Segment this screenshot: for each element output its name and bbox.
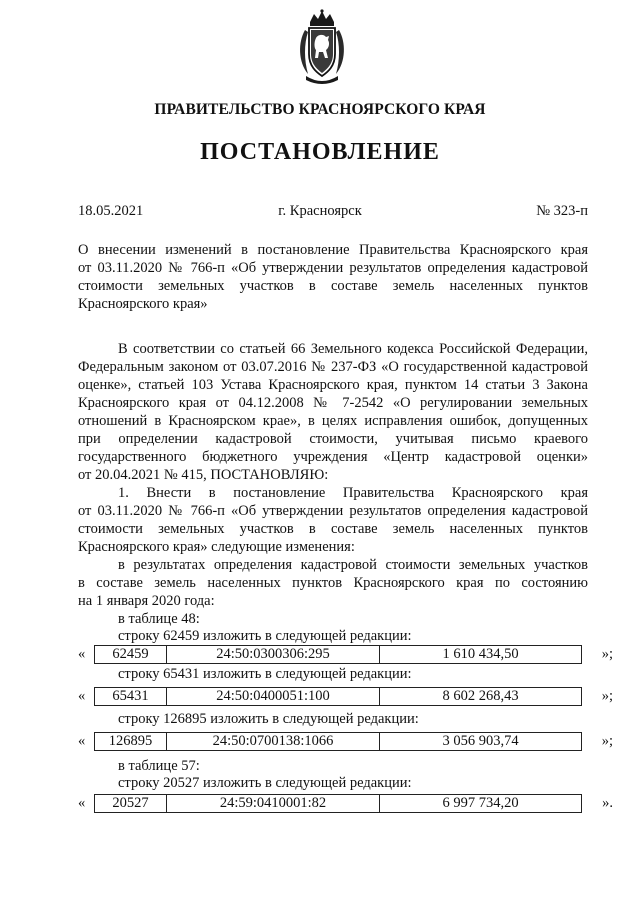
cadastral-value-cell: 1 610 434,50 — [442, 646, 519, 662]
row-table — [94, 645, 582, 664]
title-line: Красноярского края» — [78, 296, 208, 312]
row-number-cell: 65431 — [95, 688, 167, 705]
preamble-line: отношений в Красноярском крае», в целях исправления ошибок, допущенных — [78, 413, 588, 429]
document-date: 18.05.2021 — [78, 203, 144, 219]
row-table — [94, 732, 582, 751]
title-line: стоимости земельных участков в составе земель населенных пунктов — [78, 278, 588, 294]
results-line: в составе земель населенных пунктов Красноярского края по состоянию — [78, 575, 588, 591]
table57-label: в таблице 57: — [118, 758, 200, 774]
item1-line: от 03.11.2020 № 766-п «Об утверждении результатов определения кадастровой — [78, 503, 588, 519]
table48-label: в таблице 48: — [118, 611, 200, 627]
quote-close: »; — [601, 688, 613, 704]
row-number-cell: 126895 — [95, 733, 167, 750]
cadastral-number-cell: 24:50:0300306:295 — [167, 646, 380, 663]
row-number-cell: 62459 — [95, 646, 167, 663]
row-number-cell: 20527 — [95, 795, 167, 812]
replacement-row — [78, 794, 613, 814]
item1-line: стоимости земельных участков в составе земель населенных пунктов — [78, 521, 588, 537]
preamble-line: от 20.04.2021 № 415, ПОСТАНОВЛЯЮ: — [78, 467, 329, 483]
preamble-line: В соответствии со статьей 66 Земельного кодекса Российской Федерации, — [118, 341, 588, 357]
document-type-title: ПОСТАНОВЛЕНИЕ — [200, 139, 440, 165]
change-instruction: строку 126895 изложить в следующей редакции: — [118, 711, 419, 727]
government-name: ПРАВИТЕЛЬСТВО КРАСНОЯРСКОГО КРАЯ — [154, 101, 486, 118]
quote-close: »; — [601, 733, 613, 749]
quote-close: »; — [601, 646, 613, 662]
coat-of-arms-emblem — [296, 8, 348, 88]
cadastral-value-cell: 6 997 734,20 — [442, 795, 519, 811]
preamble-line: Красноярского края от 04.12.2008 № 7-2542 «О регулировании земельных — [78, 395, 588, 411]
quote-close: ». — [602, 795, 613, 811]
title-line: О внесении изменений в постановление Правительства Красноярского края — [78, 242, 588, 258]
preamble-line: государственного бюджетного учреждения «Центр кадастровой оценки» — [78, 449, 588, 465]
preamble-line: Федеральным законом от 03.07.2016 № 237-ФЗ «О государственной кадастровой — [78, 359, 588, 375]
cadastral-value-cell: 3 056 903,74 — [442, 733, 519, 749]
coat-of-arms-icon — [296, 8, 348, 88]
quote-open: « — [78, 646, 86, 662]
cadastral-number-cell: 24:59:0410001:82 — [167, 795, 380, 812]
cadastral-number-cell: 24:50:0400051:100 — [167, 688, 380, 705]
replacement-row — [78, 687, 613, 707]
change-instruction: строку 20527 изложить в следующей редакции: — [118, 775, 412, 791]
quote-open: « — [78, 688, 86, 704]
row-table — [94, 687, 582, 706]
change-instruction: строку 65431 изложить в следующей редакции: — [118, 666, 412, 682]
quote-open: « — [78, 795, 86, 811]
change-instruction: строку 62459 изложить в следующей редакции: — [118, 628, 412, 644]
item1-line: 1. Внести в постановление Правительства Красноярского края — [118, 485, 588, 501]
cadastral-number-cell: 24:50:0700138:1066 — [167, 733, 380, 750]
results-line: в результатах определения кадастровой стоимости земельных участков — [118, 557, 588, 573]
quote-open: « — [78, 733, 86, 749]
row-table — [94, 794, 582, 813]
document-number: № 323-п — [536, 203, 588, 219]
preamble-line: при определении кадастровой стоимости, учитывая письмо краевого — [78, 431, 588, 447]
cadastral-value-cell: 8 602 268,43 — [442, 688, 519, 704]
item1-line: Красноярского края» следующие изменения: — [78, 539, 355, 555]
replacement-row — [78, 732, 613, 752]
results-line: на 1 января 2020 года: — [78, 593, 215, 609]
title-line: от 03.11.2020 № 766-п «Об утверждении результатов определения кадастровой — [78, 260, 588, 276]
document-city: г. Красноярск — [278, 203, 362, 219]
preamble-line: оценке», статьей 103 Устава Красноярского края, пунктом 14 статьи 3 Закона — [78, 377, 588, 393]
replacement-row — [78, 645, 613, 665]
